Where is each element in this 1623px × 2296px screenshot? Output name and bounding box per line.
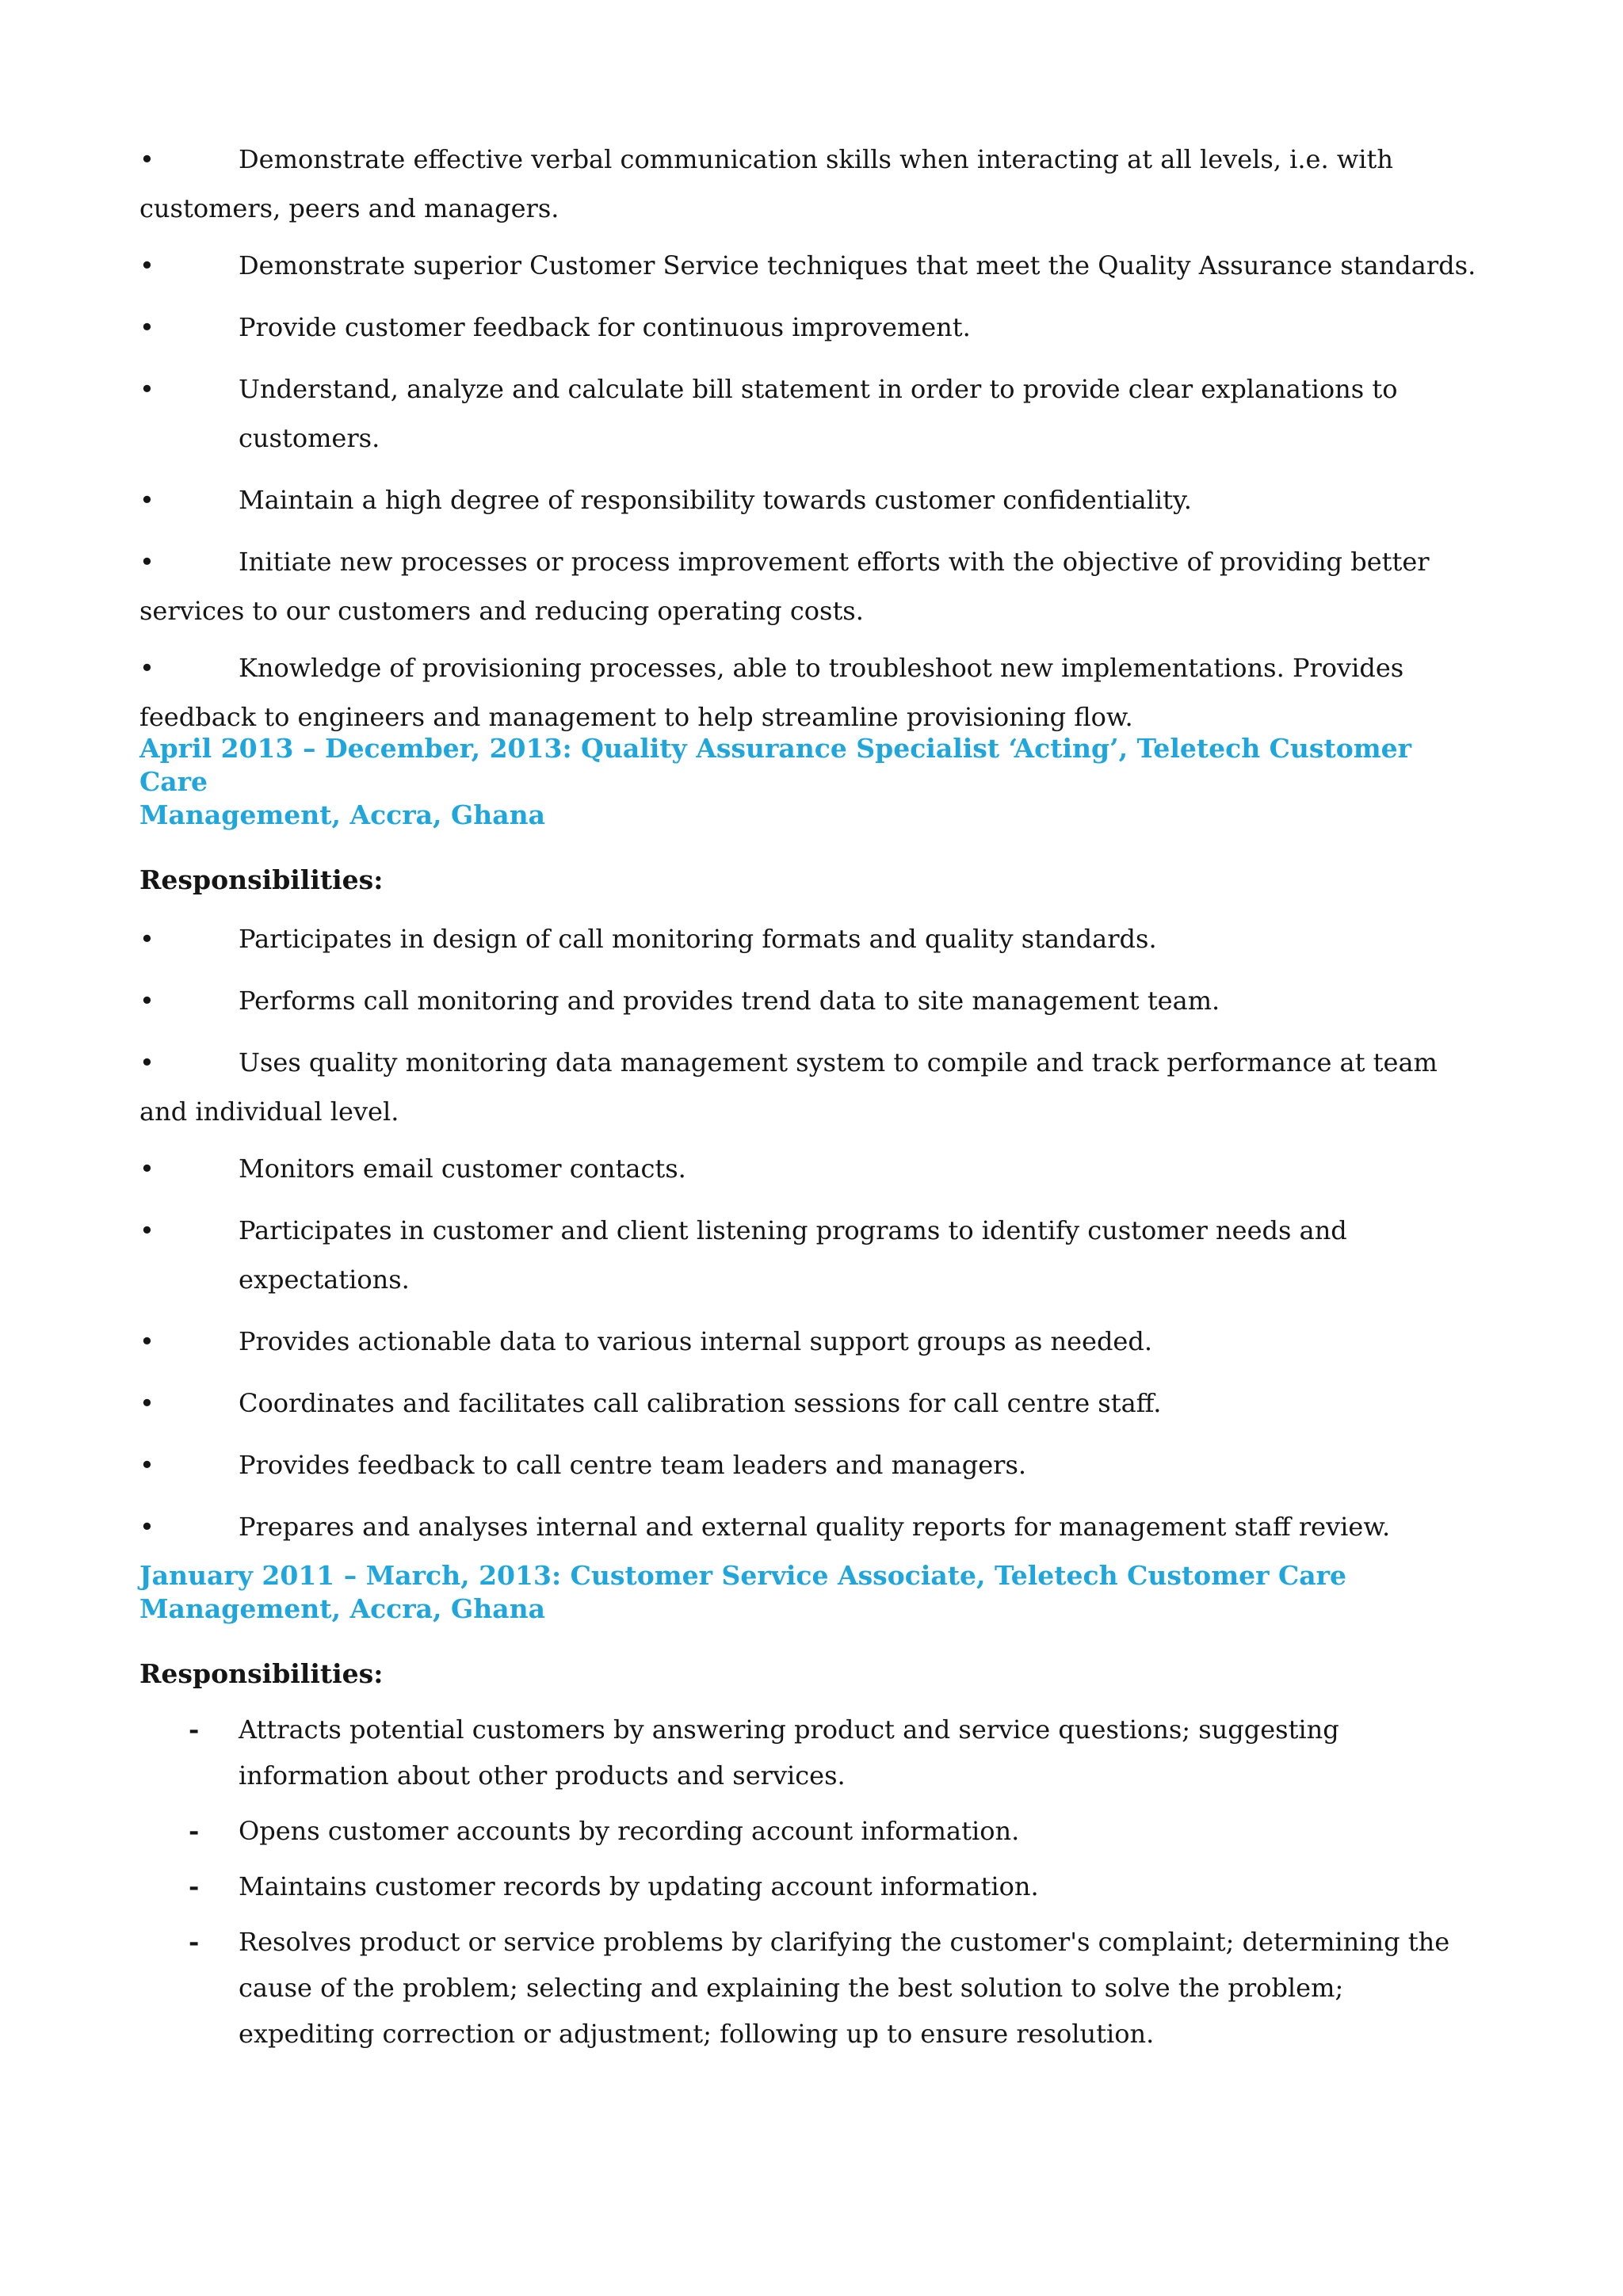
- list-item: - Maintains customer records by updating account information.: [139, 1863, 1487, 1909]
- bullet-icon: •: [139, 1154, 155, 1184]
- list-item: • Provides feedback to call centre team leaders and managers.: [139, 1440, 1487, 1489]
- top-bullet-list: [139, 135, 1487, 742]
- bullet-icon: •: [139, 250, 155, 280]
- bullet-icon: •: [139, 312, 155, 342]
- list-item: • Knowledge of provisioning processes, able to troubleshoot new implementations. Provides feedback to engineers and management to help streamline provisioning flow.: [139, 643, 1487, 742]
- list-item: • Participates in design of call monitoring formats and quality standards.: [139, 914, 1487, 963]
- bullet-icon: •: [139, 986, 155, 1016]
- bullet-icon: •: [139, 485, 155, 515]
- list-item: • Understand, analyze and calculate bill statement in order to provide clear explanations to customers.: [139, 364, 1487, 463]
- bullet-icon: •: [139, 547, 155, 577]
- list-item: • Demonstrate effective verbal communication skills when interacting at all levels, i.e. with customers, peers and managers.: [139, 135, 1487, 233]
- list-item: • Provides actionable data to various internal support groups as needed.: [139, 1317, 1487, 1366]
- bullet-icon: •: [139, 144, 155, 174]
- list-item: • Uses quality monitoring data management system to compile and track performance at team and individual level.: [139, 1038, 1487, 1136]
- bullet-icon: •: [139, 1215, 155, 1245]
- list-item: • Coordinates and facilitates call calibration sessions for call centre staff.: [139, 1379, 1487, 1428]
- dash-icon: -: [189, 1714, 200, 1745]
- list-item: • Maintain a high degree of responsibility towards customer confidentiality.: [139, 475, 1487, 524]
- list-item: • Monitors email customer contacts.: [139, 1144, 1487, 1193]
- job-heading: April 2013 – December, 2013: Quality Assurance Specialist ‘Acting’, Teletech Customer Care Management, Accra, Ghana: [139, 733, 1412, 830]
- job-qa-section: [139, 732, 1487, 1551]
- job-heading: January 2011 – March, 2013: Customer Service Associate, Teletech Customer Care Management, Accra, Ghana: [139, 1560, 1347, 1624]
- job-csa-section: [139, 1559, 1487, 2057]
- list-item: - Resolves product or service problems by clarifying the customer's complaint; determining the cause of the problem; selecting and explaining the best solution to solve the problem; expediting correction or adjustment; following up to ensure resolution.: [139, 1919, 1487, 2057]
- list-item: - Opens customer accounts by recording account information.: [139, 1808, 1487, 1854]
- list-item: - Attracts potential customers by answering product and service questions; suggesting information about other products and services.: [139, 1707, 1487, 1798]
- bullet-icon: •: [139, 1450, 155, 1480]
- list-item: • Demonstrate superior Customer Service techniques that meet the Quality Assurance standards.: [139, 241, 1487, 290]
- list-item: • Initiate new processes or process improvement efforts with the objective of providing better services to our customers and reducing operating costs.: [139, 537, 1487, 635]
- dash-icon: -: [189, 1871, 200, 1901]
- bullet-icon: •: [139, 653, 155, 683]
- list-item: • Prepares and analyses internal and external quality reports for management staff review.: [139, 1502, 1487, 1551]
- list-item: • Participates in customer and client listening programs to identify customer needs and expectations.: [139, 1206, 1487, 1304]
- bullet-icon: •: [139, 924, 155, 954]
- csa-dash-list: [139, 1707, 1487, 2057]
- dash-icon: -: [189, 1927, 200, 1957]
- list-item: • Performs call monitoring and provides trend data to site management team.: [139, 976, 1487, 1025]
- bullet-icon: •: [139, 374, 155, 404]
- responsibilities-label: Responsibilities:: [139, 1658, 384, 1689]
- qa-bullet-list: [139, 914, 1487, 1551]
- bullet-icon: •: [139, 1326, 155, 1356]
- bullet-icon: •: [139, 1047, 155, 1077]
- responsibilities-label: Responsibilities:: [139, 864, 384, 895]
- list-item: • Provide customer feedback for continuous improvement.: [139, 303, 1487, 352]
- dash-icon: -: [189, 1816, 200, 1846]
- bullet-icon: •: [139, 1388, 155, 1418]
- bullet-icon: •: [139, 1512, 155, 1542]
